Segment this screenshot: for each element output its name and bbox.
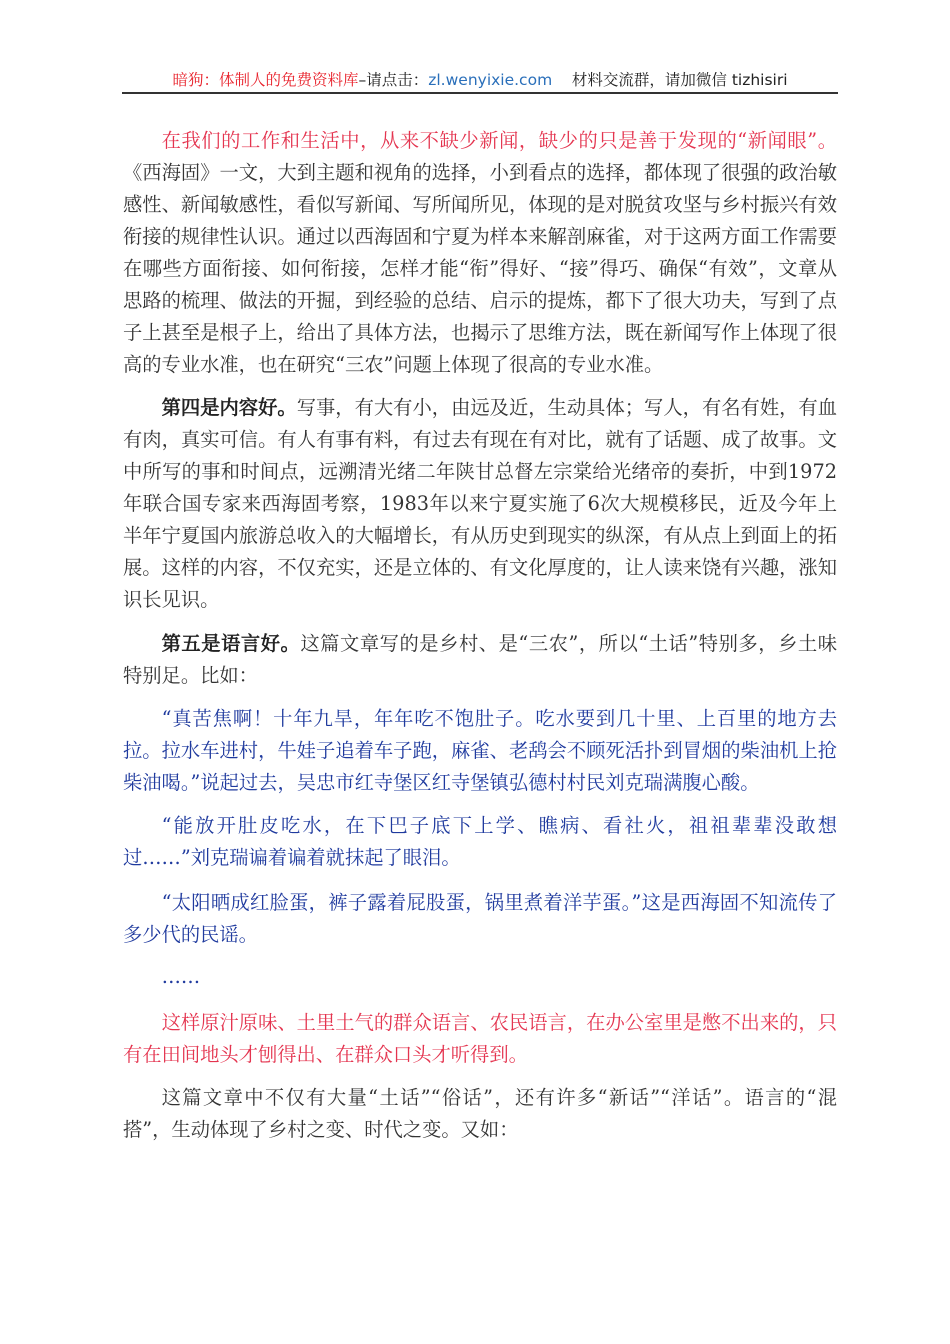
quote-3: “太阳晒成红脸蛋，裤子露着屁股蛋，锅里煮着洋芋蛋。”这是西海固不知流传了多少代的民谣。 (123, 891, 837, 946)
ellipsis: …… (161, 965, 201, 988)
paragraph-text: 这篇文章写的是乡村、是“三农”，所以“土话”特别多，乡土味特别足。比如： (123, 632, 837, 687)
header-brand: 暗狗：体制人的免费资料库 (172, 71, 359, 89)
paragraph-mixed-language: 这篇文章中不仅有大量“土话”“俗话”，还有许多“新话”“洋话”。语言的“混搭”，生动体现了乡村之变、时代之变。又如： (123, 1086, 837, 1141)
paragraph-news-eye (123, 125, 837, 381)
paragraph-language (123, 628, 837, 692)
paragraph-content (123, 392, 837, 616)
page-header (123, 68, 837, 90)
header-url-link[interactable]: zl.wenyixie.com (428, 71, 553, 89)
header-prompt: –请点击： (358, 71, 429, 89)
paragraph-red-comment: 这样原汁原味、土里土气的群众语言、农民语言，在办公室里是憋不出来的，只有在田间地头才刨得出、在群众口头才听得到。 (123, 1011, 837, 1066)
paragraph-text: 《西海固》一文，大到主题和视角的选择，小到看点的选择，都体现了很强的政治敏感性、新闻敏感性，看似写新闻、写所闻所见，体现的是对脱贫攻坚与乡村振兴有效衔接的规律性认识。通过以西海固和宁夏为样本来解剖麻雀，对于这两方面工作需要在哪些方面衔接、如何衔接，怎样才能“衔”得好、“接”得巧、确保“有效”，文章从思路的梳理、做法的开掘，到经验的总结、启示的提炼，都下了很大功夫，写到了点子上甚至是根子上，给出了具体方法，也揭示了思维方法，既在新闻写作上体现了很高的专业水准，也在研究“三农”问题上体现了很高的专业水准。 (123, 161, 837, 376)
header-note: 材料交流群，请加微信 tizhisiri (571, 71, 788, 89)
quote-1: “真苦焦啊！十年九旱，年年吃不饱肚子。吃水要到几十里、上百里的地方去拉。拉水车进村，牛娃子追着车子跑，麻雀、老鸹会不顾死活扑到冒烟的柴油机上抢柴油喝。”说起过去，吴忠市红寺堡区红寺堡镇弘德村村民刘克瑞满腹心酸。 (123, 707, 837, 794)
header-divider (122, 92, 838, 94)
paragraph-heading: 第五是语言好。 (161, 632, 301, 655)
paragraph-heading: 第四是内容好。 (161, 396, 297, 419)
quote-2: “能放开肚皮吃水，在下巴子底下上学、瞧病、看社火，祖祖辈辈没敢想过……”刘克瑞谝着谝着就抹起了眼泪。 (123, 814, 837, 869)
highlight-red: 在我们的工作和生活中，从来不缺少新闻，缺少的只是善于发现的“新闻眼”。 (161, 129, 837, 152)
paragraph-text: 写事，有大有小，由远及近，生动具体；写人，有名有姓，有血有肉，真实可信。有人有事有料，有过去有现在有对比，就有了话题、成了故事。文中所写的事和时间点，远溯清光绪二年陕甘总督左宗棠给光绪帝的奏折，中到1972年联合国专家来西海固考察，1983年以来宁夏实施了6次大规模移民，近及今年上半年宁夏国内旅游总收入的大幅增长，有从历史到现实的纵深，有从点上到面上的拓展。这样的内容，不仅充实，还是立体的、有文化厚度的，让人读来饶有兴趣，涨知识长见识。 (123, 396, 838, 611)
